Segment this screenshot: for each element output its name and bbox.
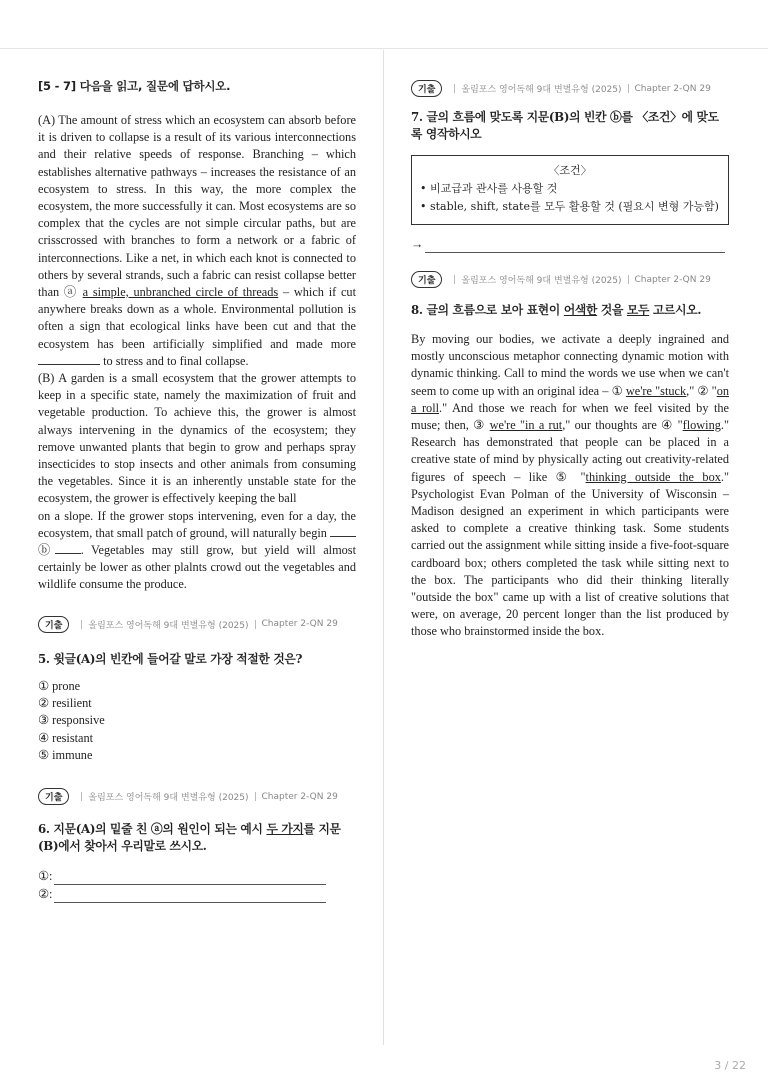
- column-divider: [383, 50, 384, 1045]
- q6-title-part: 6. 지문(A)의 밑줄 친 ⓐ의 원인이 되는 예시: [38, 822, 267, 837]
- source-book: 올림포스 영어독해 9대 변별유형 (2025): [88, 620, 249, 631]
- q8-underline-5: thinking outside the box: [585, 469, 721, 484]
- q7-source-tag: [411, 80, 729, 97]
- q7-title: 7. 글의 흐름에 맞도록 지문(B)의 빈칸 ⓑ를 〈조건〉에 맞도록 영작하시오: [411, 110, 719, 141]
- passage-a: [38, 112, 356, 370]
- blank-b-marker: ⓑ: [38, 543, 55, 558]
- q8-source-tag: [411, 271, 729, 288]
- q7-answer[interactable]: [411, 235, 729, 253]
- q8-text: ." Research has demonstrated that people can be placed in a creative state of mind by physically acting out creativity-related figures of speech – like ⑤ ": [411, 418, 729, 484]
- q8-text: By moving our bodies, we activate a deeply ingrained and mostly unconscious metaphor connecting dynamic motion with dynamic thinking. Call to mind the words we use when we can't seem to come up with an original idea – ①: [411, 332, 729, 398]
- separator: [628, 84, 629, 93]
- condition-title: 〈조건〉: [548, 164, 592, 177]
- passage-a-text-2: – which if cut anywhere breaks down as a whole. Environmental pollution is often a sign that ecological links have been cut and that the ecosystem has been artificially simplified and made more: [38, 285, 356, 351]
- separator: [454, 84, 455, 93]
- q8-title-part: 8. 글의 흐름으로 보아 표현이: [411, 303, 564, 317]
- q8-title-part: 고르시오.: [649, 303, 702, 317]
- passage-a-text-1: (A) The amount of stress which an ecosystem can absorb before it is driven to collapse is a result of its various interconnections and their relative speeds of response. Branching – which establishes alternative pathways – increases the resistance of an ecosystem to stress. In this way, the more complex the ecosystem, the more successfully it can. Most ecosystems are so complex that the cycles are not simple circular paths, but are crisscrossed with branches to form a network or a fabric of interconnections. Like a net, in which each knot is connected to others by several strands, such a fabric can resist collapse better than ⓐ: [38, 113, 356, 300]
- q5-option[interactable]: ③ responsive: [38, 713, 105, 728]
- q6-title-part: 를 지문 (B)에서 찾아서 우리말로 쓰시오.: [38, 822, 341, 854]
- left-column: [38, 78, 356, 903]
- q5-option[interactable]: ② resilient: [38, 695, 92, 710]
- q6-answer-2[interactable]: [38, 885, 356, 903]
- q6-answer-label: ②:: [38, 887, 53, 902]
- q6-title-underline: 두 가지: [266, 822, 304, 837]
- source-chapter: Chapter 2-QN 29: [634, 83, 711, 94]
- separator: [454, 275, 455, 284]
- q8-text: ." And those we reach for when we feel visited by the muse; then, ③: [411, 400, 730, 433]
- q6-answer-line[interactable]: [54, 890, 326, 903]
- condition-box: [411, 155, 729, 225]
- separator: [81, 792, 82, 801]
- separator: [255, 792, 256, 801]
- q8-title-underline: 모두: [626, 303, 650, 317]
- q6-title: [38, 821, 356, 855]
- separator: [255, 620, 256, 629]
- q8-passage: [411, 331, 729, 641]
- source-badge: 기출: [38, 788, 69, 805]
- q6-source-tag: [38, 788, 356, 805]
- q8-title: [411, 302, 729, 319]
- q8-title-part: 것을: [597, 303, 627, 317]
- source-badge: 기출: [411, 271, 442, 288]
- arrow-icon: →: [411, 237, 424, 251]
- condition-item: • 비교급과 관사를 사용할 것: [420, 182, 558, 195]
- q5-option[interactable]: ⑤ immune: [38, 747, 93, 762]
- passage-b-text-3: . Vegetables may still grow, but yield will almost certainly be lower as other plalnts crowd out the vegetables and wildlife consume the produce.: [38, 543, 356, 592]
- q8-title-underline: 어색한: [563, 303, 598, 317]
- source-chapter: Chapter 2-QN 29: [634, 274, 711, 285]
- blank-b-right: [55, 543, 81, 554]
- source-book: 올림포스 영어독해 9대 변별유형 (2025): [88, 793, 249, 804]
- q5-option[interactable]: ① prone: [38, 678, 81, 693]
- q5-title: 5. 윗글(A)의 빈칸에 들어갈 말로 가장 적절한 것은?: [38, 651, 303, 666]
- q8-text: ," ② ": [686, 383, 717, 398]
- right-column: [411, 80, 729, 641]
- q8-underline-2: on a roll: [411, 383, 729, 415]
- q6-answer-line[interactable]: [54, 872, 326, 885]
- passage-b-1: [38, 370, 356, 508]
- separator: [628, 275, 629, 284]
- page-number: 3 / 22: [714, 1059, 746, 1072]
- q5-option[interactable]: ④ resistant: [38, 730, 94, 745]
- source-badge: 기출: [38, 616, 69, 633]
- q8-underline-1: we're "stuck: [625, 383, 687, 398]
- q6-answer-1[interactable]: [38, 867, 356, 885]
- condition-item: • stable, shift, state를 모두 활용할 것 (필요시 변형 가능함): [420, 200, 719, 213]
- underline-a: a simple, unbranched circle of threads: [82, 285, 279, 300]
- q8-underline-4: flowing: [682, 418, 721, 433]
- q8-underline-3: we're "in a rut: [489, 418, 563, 433]
- passage-a-text-3: to stress and to final collapse.: [100, 353, 249, 368]
- source-book: 올림포스 영어독해 9대 변별유형 (2025): [461, 85, 622, 95]
- passage-b-text-2: on a slope. If the grower stops intervening, even for a day, the ecosystem, that small patch of ground, will naturally begin: [38, 508, 356, 540]
- passage-b-text-1: (B) A garden is a small ecosystem that the grower attempts to keep in a specific state, namely the maximization of fruit and vegetable production. To achieve this, the grower is almost always intervening in the dynamics of the ecosystem; they remove unwanted plants that begin to grow and perhaps spray insecticides to stop insects and other animals from consuming the vegetables. Since it is an inherently unstable state for the ecosystem, the grower is effectively keeping the ball: [38, 371, 356, 506]
- passage-b-2: [38, 508, 356, 594]
- source-badge: 기출: [411, 80, 442, 97]
- q8-text: ." Psychologist Evan Polman of the University of Wisconsin – Madison designed an experiment in which participants were asked to complete a creative thinking task. Some students carried out the assignment while sitting inside a five-foot-square cardboard box; others completed the task while sitting next to the box. The participants who did their thinking literally "outside the box" came up with a list of creative solutions that were, on average, 20 percent longer than the list produced by those who brainstormed inside the box.: [411, 469, 729, 639]
- blank-b-left: [330, 526, 356, 537]
- passage: [38, 112, 356, 594]
- q7-answer-line[interactable]: [425, 240, 725, 253]
- source-chapter: Chapter 2-QN 29: [261, 619, 338, 630]
- header-rule: [0, 48, 768, 49]
- q5-source-tag: [38, 616, 356, 633]
- source-chapter: Chapter 2-QN 29: [261, 791, 338, 802]
- section-title: [5 - 7] 다음을 읽고, 질문에 답하시오.: [38, 79, 231, 93]
- q8-text: ," our thoughts are ④ ": [562, 418, 683, 433]
- q6-answer-label: ①:: [38, 869, 53, 884]
- source-book: 올림포스 영어독해 9대 변별유형 (2025): [461, 276, 622, 286]
- separator: [81, 620, 82, 629]
- q5-options: [38, 678, 356, 764]
- blank-a: [38, 354, 100, 365]
